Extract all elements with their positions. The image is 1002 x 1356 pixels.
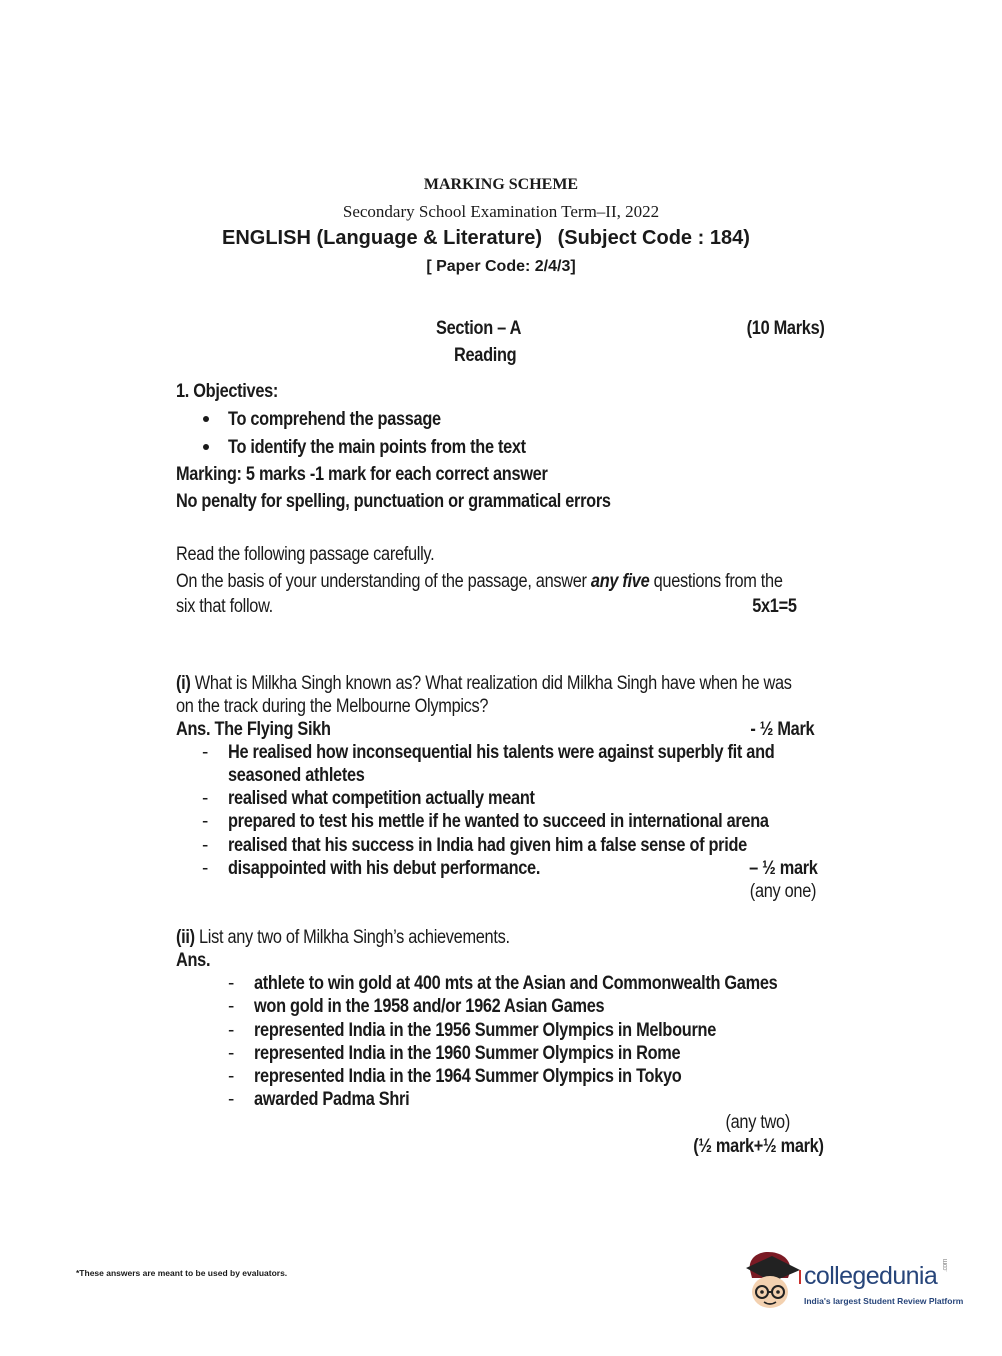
dash-icon: - <box>202 742 209 763</box>
instruction-text: questions from the <box>649 571 783 592</box>
instruction-text: On the basis of your understanding of the passage, answer <box>176 571 591 592</box>
bullet-icon <box>203 444 209 450</box>
answer-point: realised that his success in India had given him a false sense of pride <box>228 835 747 856</box>
subject-name: ENGLISH (Language & Literature) <box>222 227 543 249</box>
answer-point: He realised how inconsequential his talents were against superbly fit and <box>228 742 775 763</box>
section-name: Reading <box>454 345 517 366</box>
footer-disclaimer: *These answers are meant to be used by evaluators. <box>76 1268 288 1278</box>
marking-scheme-title: MARKING SCHEME <box>423 176 579 193</box>
instruction-line: six that follow. <box>176 596 273 617</box>
instruction-line <box>176 571 783 593</box>
answer-point: awarded Padma Shri <box>254 1089 410 1110</box>
marking-note: Marking: 5 marks -1 mark for each correct answer <box>176 464 548 485</box>
question-line: What is Milkha Singh known as? What realization did Milkha Singh have when he was <box>190 673 792 694</box>
answer-point: won gold in the 1958 and/or 1962 Asian Games <box>254 996 605 1017</box>
dash-icon: - <box>202 788 209 809</box>
subject-code: (Subject Code : 184) <box>557 227 750 249</box>
dash-icon: - <box>228 1043 235 1064</box>
objectives-heading: 1. Objectives: <box>176 381 279 402</box>
answer-point: athlete to win gold at 400 mts at the Asian and Commonwealth Games <box>254 973 778 994</box>
question-number: (i) <box>176 673 191 694</box>
answer-marks: (½ mark+½ mark) <box>693 1136 824 1157</box>
brand-name <box>804 1259 952 1291</box>
exam-title: Secondary School Examination Term–II, 2022 <box>342 202 660 221</box>
dash-icon: - <box>228 1089 235 1110</box>
dash-icon: - <box>202 858 209 879</box>
question-text <box>176 927 510 949</box>
question-line: List any two of Milkha Singh’s achievements. <box>194 927 510 948</box>
paper-code: [ Paper Code: 2/4/3] <box>426 258 576 275</box>
answer-mark: - ½ Mark <box>750 719 814 740</box>
dash-icon: - <box>228 996 235 1017</box>
objective-item: To identify the main points from the text <box>228 437 526 458</box>
answer-label: Ans. <box>176 950 211 971</box>
answer-point: prepared to test his mettle if he wanted to succeed in international arena <box>228 811 769 832</box>
points-mark: – ½ mark <box>749 858 818 879</box>
answer-label: Ans. The Flying Sikh <box>176 719 331 740</box>
dash-icon: - <box>228 973 235 994</box>
answer-note: (any two) <box>725 1112 790 1133</box>
brand-suffix: .com <box>942 1259 950 1272</box>
dash-icon: - <box>228 1066 235 1087</box>
objective-item: To comprehend the passage <box>228 409 441 430</box>
instruction-line: Read the following passage carefully. <box>176 544 435 565</box>
bullet-icon <box>203 416 209 422</box>
brand-tagline: India's largest Student Review Platform <box>804 1296 964 1306</box>
answer-point: represented India in the 1956 Summer Olympics in Melbourne <box>254 1020 716 1041</box>
answer-point: seasoned athletes <box>228 765 365 786</box>
question-line: on the track during the Melbourne Olympics? <box>176 696 489 717</box>
brand-text: collegedunia <box>804 1262 938 1290</box>
answer-point: disappointed with his debut performance. <box>228 858 541 879</box>
collegedunia-logo <box>742 1248 972 1318</box>
penalty-note: No penalty for spelling, punctuation or grammatical errors <box>176 491 611 512</box>
dash-icon: - <box>228 1020 235 1041</box>
points-note: (any one) <box>749 881 816 902</box>
question-number: (ii) <box>176 927 195 948</box>
subject-title <box>222 227 750 250</box>
mascot-icon <box>742 1248 802 1314</box>
answer-point: realised what competition actually meant <box>228 788 535 809</box>
question-text <box>176 673 792 695</box>
dash-icon: - <box>202 835 209 856</box>
instruction-marks: 5x1=5 <box>752 596 797 617</box>
dash-icon: - <box>202 811 209 832</box>
section-title: Section – A <box>436 318 522 339</box>
section-marks: (10 Marks) <box>746 318 824 339</box>
answer-point: represented India in the 1964 Summer Olympics in Tokyo <box>254 1066 682 1087</box>
answer-point: represented India in the 1960 Summer Olympics in Rome <box>254 1043 681 1064</box>
instruction-emphasis: any five <box>590 571 650 592</box>
